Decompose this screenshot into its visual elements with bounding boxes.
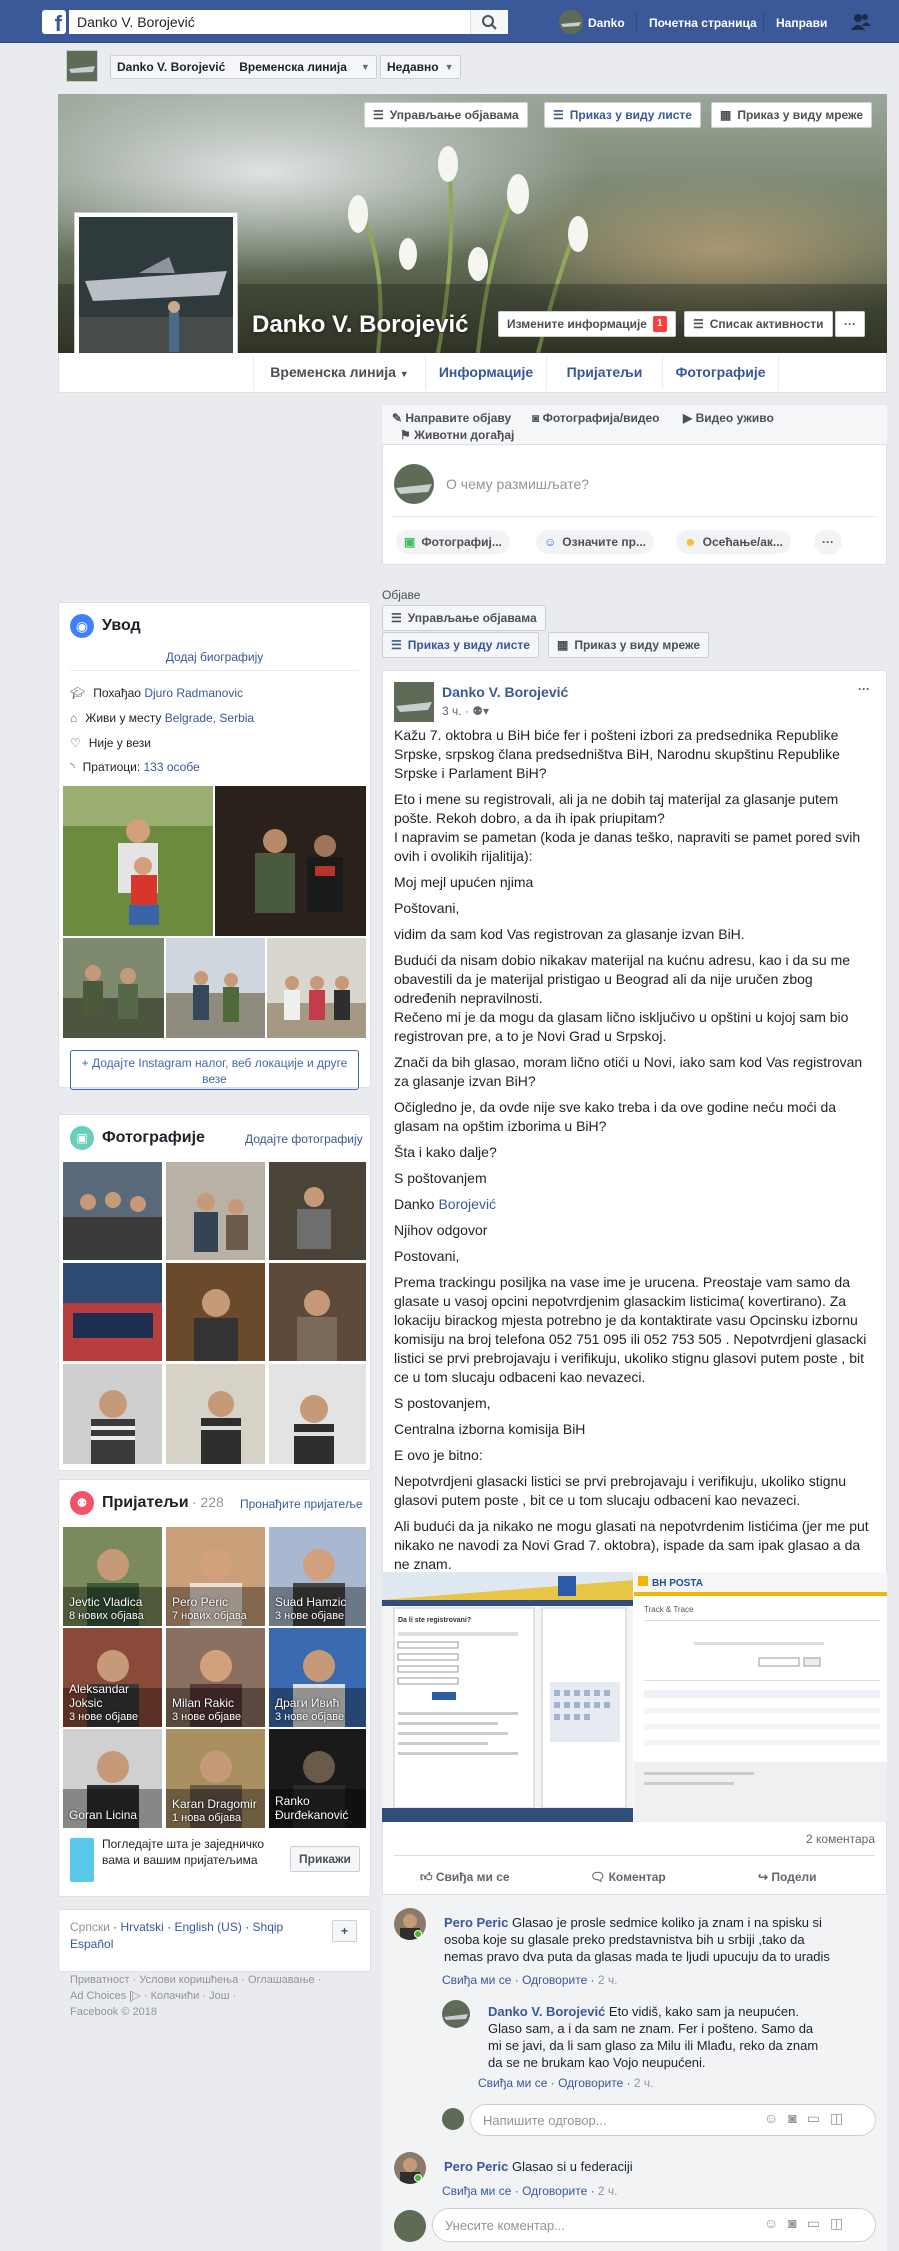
photo-thumbnail[interactable] — [166, 1263, 265, 1361]
post-paragraph: Kažu 7. oktobra u BiH biće fer i pošteni izbori za predsednika Republike Srpske, srpskog člana predsedništva BiH, Narodnu skupštinu Republike Srpske i Parlament BiH? — [394, 727, 840, 781]
input-tools — [764, 2110, 843, 2127]
post-menu-button[interactable]: ··· — [858, 682, 870, 696]
photo-thumbnail[interactable] — [269, 1162, 366, 1260]
post-paragraph: Prema trackingu posiljka na vase ime je urucena. Preostaje vam samo da glasate u vasoj opcini nepotvrdjenim glasackim listicima( kovertirano). Za lokaciju birackog mjesta potrebno je da kontaktirate vasu Opcinsku izbornu komisiju na broj telefona 052 751 095 ili 052 753 505 . Nepotvrdjeni glasacki listici se prvi prebrojavaju i verifikuju, ukoliko stignu glasovi putem poste , bit ce u tom slucaju odbaceni kao nevazeci. — [394, 1274, 867, 1385]
show-button[interactable]: Прикажи — [290, 1846, 360, 1872]
city-link[interactable]: Belgrade, Serbia — [164, 711, 255, 725]
posts-heading: Објаве — [382, 588, 421, 602]
gif-icon[interactable]: ▭ — [806, 2215, 820, 2231]
divider — [70, 670, 359, 671]
comment-author-link[interactable]: Pero Peric — [444, 2159, 509, 2174]
post-paragraph: Danko — [394, 1196, 435, 1212]
post-paragraph: Budući da nisam dobio nikakav materijal na kućnu adresu, kao i da su me obavestili da je materijal pristigao u Beograd ali da nije uručen zbog određenih nepravilnosti. Rečeno mi je da mogu da glasam lično isključivo u opštini u kojoj sam bio registrovan pre, a to je Novi Grad u Srpskoj. — [394, 952, 851, 1044]
comment-text: Glasao si u federaciji — [511, 2159, 633, 2174]
post-time: 3 ч. — [442, 704, 462, 718]
divider — [778, 356, 779, 390]
intro-location — [70, 711, 254, 725]
photo-video-tab[interactable] — [532, 411, 660, 425]
post-image-registration[interactable] — [382, 1572, 634, 1822]
photo-thumbnail[interactable] — [63, 1162, 162, 1260]
comment-like-link[interactable]: Свиђа ми се — [442, 2184, 512, 2198]
comment-author-link[interactable]: Danko V. Borojević — [488, 2004, 606, 2019]
share-label: Подели — [771, 1870, 817, 1884]
grid-icon: ▦ — [720, 108, 732, 122]
list-icon: ☰ — [391, 638, 402, 652]
sticker-icon[interactable]: ◫ — [830, 2110, 844, 2126]
timeline-dropdown[interactable]: Временска линија — [239, 60, 347, 74]
camera-icon[interactable]: ◙ — [788, 2215, 797, 2231]
edit-info-button[interactable] — [498, 311, 676, 337]
post-paragraph: Centralna izborna komisija BiH — [394, 1421, 586, 1437]
comment-actions: Свиђа ми се · Одговорите · 2 ч. — [442, 2184, 618, 2198]
friends-icon: ⚉ — [70, 1491, 94, 1515]
comment-author-link[interactable]: Pero Peric — [444, 1915, 509, 1930]
profile-name-label: Danko V. Borojević — [117, 60, 226, 74]
language-list: Српски · Hrvatski · English (US) · Shqip Español — [70, 1920, 284, 1951]
thumbs-up-icon: 👍︎ — [420, 1870, 433, 1884]
comment-reply-link[interactable]: Одговорите — [522, 2184, 588, 2198]
photo-button-label: Фотографиј... — [421, 535, 502, 549]
photo-thumbnail[interactable] — [269, 1364, 366, 1464]
comment-like-link[interactable]: Свиђа ми се — [442, 1973, 512, 1987]
post-paragraph: S postovanjem, — [394, 1395, 491, 1411]
more-icon: ··· — [822, 535, 834, 549]
live-video-label: Видео уживо — [695, 411, 774, 425]
chevron-down-icon: ▼ — [444, 62, 454, 72]
more-label: ··· — [844, 317, 856, 331]
post-paragraph: Očigledno je, da ovde nije sve kako treba i da ove godine neću moći da glasam na opštim izborima u BiH? — [394, 1099, 837, 1134]
search-icon — [471, 10, 509, 34]
friend-tile[interactable] — [269, 1527, 366, 1626]
facebook-logo-icon[interactable]: f — [42, 10, 66, 34]
photo-thumbnail[interactable] — [269, 1263, 366, 1361]
manage-posts-button[interactable] — [364, 102, 528, 128]
life-event-tab[interactable] — [400, 428, 514, 442]
post-paragraph: Eto i mene su registrovali, ali ja ne dobih taj materijal za glasanje putem pošte. Rekoh dobro, a da ih ipak priupitam? I napravim se pametan (koda je danas teško, napraviti se pamet pored svih ovih i ovolikih rijalitija): — [394, 791, 861, 864]
tab-about[interactable]: Информације — [438, 364, 534, 380]
tab-timeline-label: Временска линија — [270, 364, 396, 380]
friend-name[interactable]: Pero Peric — [172, 1595, 229, 1609]
post-author-link[interactable]: Danko V. Borojević — [442, 684, 569, 700]
friends-title: Пријатељи — [102, 1494, 189, 1511]
footer-links[interactable]: Приватност · Услови коришћења · Оглашавање · — [70, 1974, 322, 1986]
avatar[interactable] — [559, 10, 583, 34]
language-link[interactable]: Español — [70, 1937, 114, 1951]
rss-icon: ◝ — [70, 760, 75, 774]
post-paragraph: Ali budući da ja nikako ne mogu glasati na nepotvrdenim listićima (jer me put nikako ne navodi za Novi Grad 7. oktobra), ispade da sam ipak glasao a da ne znam. — [394, 1518, 869, 1572]
globe-icon: ◉ — [70, 614, 94, 638]
friend-name[interactable]: Goran Licina — [69, 1808, 138, 1822]
friend-tile[interactable] — [269, 1729, 366, 1828]
manage-posts-button[interactable] — [382, 605, 546, 631]
friends-heading — [102, 1494, 224, 1512]
friend-new-posts: 3 нове објаве — [172, 1711, 242, 1723]
school-link[interactable]: Djuro Radmanovic — [144, 686, 244, 700]
friend-name[interactable]: Milan Rakic — [172, 1696, 235, 1710]
post-paragraph: Šta i kako dalje? — [394, 1144, 497, 1160]
filter-icon: ☰ — [373, 108, 384, 122]
feeling-activity-button[interactable] — [676, 530, 791, 554]
photo-video-button[interactable] — [396, 530, 510, 554]
followers-link[interactable]: 133 особе — [143, 760, 200, 774]
recent-label: Недавно — [387, 60, 439, 74]
post-text — [394, 726, 875, 1607]
post-paragraph: Njihov odgovor — [394, 1222, 488, 1238]
tag-person-icon: ☺ — [544, 535, 557, 549]
more-button[interactable] — [835, 311, 865, 337]
comments-count-link[interactable]: 2 коментара — [806, 1832, 875, 1846]
divider — [636, 13, 637, 31]
followers-label: Пратиоци: — [82, 760, 141, 774]
friend-name[interactable]: Aleksandar Joksic — [69, 1682, 130, 1710]
activity-log-button[interactable] — [684, 311, 833, 337]
avatar[interactable] — [442, 2108, 464, 2130]
image-brand: BH POSTA — [652, 1578, 703, 1589]
friend-new-posts: 1 нова објава — [172, 1812, 242, 1824]
online-status-icon — [414, 1930, 422, 1938]
comment-text: Glasao je prosle sedmice koliko ja znam i na spisku si osoba koje su glasale preko predstavnistva bih u srbiji ,tako da nemas pravo dva puta da glasas mada te ljudi upucuju da to uradis — [444, 1915, 830, 1964]
list-view-label: Приказ у виду листе — [407, 638, 530, 652]
profile-thumbnail[interactable] — [66, 50, 98, 82]
list-view-button[interactable] — [382, 632, 539, 658]
friend-tile[interactable] — [63, 1729, 162, 1828]
friends-count: · 228 — [191, 1494, 224, 1510]
photo-icon: ▣ — [404, 535, 416, 549]
input-tools — [764, 2215, 843, 2232]
photo-thumbnail[interactable] — [63, 1364, 162, 1464]
post-paragraph: E ovo je bitno: — [394, 1447, 483, 1463]
feeling-button-label: Осећање/ак... — [702, 535, 783, 549]
friend-new-posts: 3 нове објаве — [69, 1711, 139, 1723]
edit-info-label: Измените информације — [507, 317, 647, 331]
post-paragraph: Nepotvrdjeni glasacki listici se prvi prebrojavaju i verifikuju, ukoliko stignu glasovi putem poste , bit ce u tom slucaju odbaceni kao nevazeci. — [394, 1473, 847, 1508]
manage-posts-label: Управљање објавама — [407, 611, 537, 625]
find-friends-link[interactable]: Пронађите пријатеље — [240, 1497, 363, 1511]
comment-button[interactable] — [590, 1870, 666, 1884]
mutual-promo-text: Погледајте шта је заједничко вама и вашим пријатељима — [102, 1837, 265, 1867]
notification-badge: 1 — [653, 316, 667, 332]
comment-bubble — [432, 1907, 852, 1972]
divider — [392, 516, 877, 517]
comment-time: 2 ч. — [597, 2184, 618, 2198]
create-link[interactable]: Направи — [776, 16, 828, 30]
photo-thumbnail[interactable] — [166, 1364, 265, 1464]
photos-title: Фотографије — [102, 1129, 205, 1146]
activity-log-label: Списак активности — [709, 317, 824, 331]
friend-tile[interactable] — [63, 1527, 162, 1626]
like-button[interactable] — [420, 1870, 510, 1885]
gif-icon[interactable]: ▭ — [806, 2110, 820, 2126]
friend-tile[interactable] — [166, 1729, 265, 1828]
friend-name[interactable]: Jevtic Vladica — [69, 1595, 143, 1609]
featured-photo[interactable] — [215, 786, 366, 936]
filter-icon: ☰ — [391, 611, 402, 625]
featured-photo[interactable] — [63, 786, 213, 936]
share-icon: ↪ — [758, 1870, 769, 1884]
emoji-icon[interactable]: ☺ — [764, 2110, 779, 2126]
footer — [70, 1972, 370, 2020]
photo-thumbnail[interactable] — [166, 1162, 265, 1260]
friend-tile[interactable] — [166, 1527, 265, 1626]
post-paragraph: vidim da sam kod Vas registrovan za glasanje izvan BiH. — [394, 926, 745, 942]
language-link[interactable]: Shqip — [252, 1920, 284, 1934]
profile-picture[interactable] — [74, 212, 238, 376]
post-paragraph: Moj mejl upućen njima — [394, 874, 534, 890]
signature-link[interactable]: Borojević — [438, 1196, 497, 1212]
comment-label: Коментар — [608, 1870, 666, 1884]
friend-name[interactable]: Драги Ивић — [275, 1696, 340, 1710]
mutual-friends-icon — [70, 1838, 94, 1882]
signature-line — [394, 1195, 875, 1214]
avatar[interactable] — [394, 2210, 426, 2242]
comment-bubble — [432, 2151, 645, 2182]
divider — [763, 13, 764, 31]
add-instagram-button[interactable]: + Додајте Instagram налог, веб локације и друге везе — [70, 1050, 359, 1090]
list-icon: ☰ — [553, 108, 564, 122]
tab-friends[interactable]: Пријатељи — [566, 364, 643, 380]
post-paragraph: Znači da bih glasao, moram lično otići u Novi, iako sam kod Vas registrovan za glasanje izvan BiH? — [394, 1054, 863, 1089]
share-button[interactable] — [758, 1870, 817, 1884]
divider — [394, 1855, 875, 1856]
online-status-icon — [414, 2174, 422, 2182]
photo-video-label: Фотографија/видео — [542, 411, 660, 425]
comment-like-link[interactable]: Свиђа ми се — [478, 2076, 548, 2090]
audience-icon: ⚉▾ — [472, 704, 490, 718]
smiley-icon: ☻ — [684, 535, 697, 549]
heart-icon: ♡ — [70, 736, 81, 750]
list-view-label: Приказ у виду листе — [569, 108, 692, 122]
grid-view-button[interactable] — [548, 632, 709, 658]
comment-reply-link[interactable]: Одговорите — [522, 1973, 588, 1987]
add-bio-link[interactable]: Додај биографију — [165, 650, 264, 664]
photos-icon: ▣ — [70, 1126, 94, 1150]
comment-icon: 🗨︎ — [590, 1870, 606, 1884]
create-post-label: Направите објаву — [405, 411, 512, 425]
more-options-button[interactable] — [814, 530, 842, 554]
tab-timeline[interactable] — [254, 356, 425, 388]
manage-posts-label: Управљање објавама — [389, 108, 519, 122]
post-paragraph: S poštovanjem — [394, 1170, 487, 1186]
image-caption: Da li ste registrovani? — [398, 1617, 472, 1624]
list-icon: ☰ — [693, 317, 704, 331]
reply-input[interactable]: Напишите одговор... — [470, 2104, 876, 2136]
camera-icon[interactable]: ◙ — [788, 2110, 797, 2126]
comment-time: 2 ч. — [597, 1973, 618, 1987]
graduation-cap-icon: 🎓︎ — [70, 686, 86, 700]
tag-button-label: Означите пр... — [562, 535, 646, 549]
relationship-label: Није у вези — [88, 736, 151, 750]
intro-followers — [70, 760, 200, 774]
comment-time: 2 ч. — [633, 2076, 654, 2090]
add-photo-link[interactable]: Додајте фотографију — [245, 1132, 363, 1146]
profile-name: Danko V. Borojević — [252, 311, 469, 338]
intro-education — [70, 686, 243, 700]
timeline-switcher[interactable] — [110, 55, 377, 79]
grid-view-label: Приказ у виду мреже — [574, 638, 701, 652]
home-icon: ⌂ — [70, 711, 78, 725]
friend-requests-icon[interactable] — [850, 12, 872, 35]
intro-title: Увод — [102, 617, 141, 634]
list-view-button[interactable] — [544, 102, 701, 128]
chevron-down-icon: ▼ — [399, 369, 409, 379]
life-event-label: Животни догађај — [414, 428, 515, 442]
emoji-icon[interactable]: ☺ — [764, 2215, 779, 2231]
post-paragraph: Postovani, — [394, 1248, 460, 1264]
search-input[interactable]: Danko V. Borojević — [69, 10, 508, 34]
image-caption: Track & Trace — [644, 1605, 694, 1614]
comment-actions: Свиђа ми се · Одговорите · 2 ч. — [478, 2076, 654, 2090]
chevron-down-icon: ▼ — [360, 62, 370, 72]
grid-icon: ▦ — [557, 638, 569, 652]
search-button[interactable] — [470, 10, 508, 34]
avatar[interactable] — [442, 2000, 470, 2028]
grid-view-label: Приказ у виду мреже — [737, 108, 864, 122]
featured-photo[interactable] — [166, 938, 265, 1038]
avatar[interactable] — [394, 464, 434, 504]
comment-actions: Свиђа ми се · Одговорите · 2 ч. — [442, 1973, 618, 1987]
grid-view-button[interactable] — [711, 102, 872, 128]
comment-text: Eto vidiš, kako sam ja neupućen. Glaso sam, a i da sam ne znam. Fer i pošteno. Samo da mi se javi, da li sam glaso za Milu ili Mlađu, reko da znam da se ne brukam kao Vojo neupućeni. — [488, 2004, 819, 2070]
friend-new-posts: 8 нових објава — [69, 1610, 144, 1622]
comment-reply-link[interactable]: Одговорите — [558, 2076, 624, 2090]
add-language-button[interactable]: + — [332, 1920, 357, 1942]
language-link[interactable]: English (US) — [174, 1920, 242, 1934]
footer-links[interactable]: Ad Choices [▷ · Колачићи · Још · — [70, 1990, 237, 2002]
home-link[interactable]: Почетна страница — [649, 16, 757, 30]
flag-icon: ⚑ — [400, 428, 411, 442]
profile-link[interactable]: Danko — [588, 16, 625, 30]
like-label: Свиђа ми се — [435, 1870, 510, 1884]
friend-new-posts: 7 нових објава — [172, 1610, 247, 1622]
reply-bubble — [476, 1996, 836, 2078]
friend-name[interactable]: Karan Dragomir — [172, 1797, 257, 1811]
tab-photos[interactable]: Фотографије — [675, 364, 766, 380]
lives-label: Живи у месту — [85, 711, 162, 725]
video-icon: ▶ — [683, 411, 693, 425]
recent-dropdown[interactable] — [380, 55, 461, 79]
friend-new-posts: 3 нове објаве — [275, 1610, 345, 1622]
camera-icon: ◙ — [532, 411, 540, 425]
language-link[interactable]: Hrvatski — [120, 1920, 164, 1934]
avatar[interactable] — [394, 682, 434, 722]
friend-name[interactable]: Ranko Đurđekanović — [275, 1794, 349, 1822]
live-video-tab[interactable] — [683, 411, 774, 425]
create-post-tab[interactable]: ✎ Направите објаву — [392, 411, 512, 425]
friend-tile[interactable] — [63, 1628, 162, 1727]
comment-input[interactable]: Унесите коментар... — [432, 2208, 876, 2242]
composer-input[interactable]: О чему размишљате? — [446, 476, 590, 492]
friend-new-posts: 3 нове објаве — [275, 1711, 345, 1723]
friend-tile[interactable] — [269, 1628, 366, 1727]
copyright: Facebook © 2018 — [70, 2006, 157, 2018]
featured-photo[interactable] — [63, 938, 164, 1038]
post-image-tracking[interactable] — [634, 1572, 887, 1822]
featured-photo[interactable] — [267, 938, 366, 1038]
tag-friends-button[interactable] — [536, 530, 654, 554]
intro-relationship — [70, 736, 151, 750]
friend-tile[interactable] — [166, 1628, 265, 1727]
post-timestamp[interactable]: 3 ч. · ⚉▾ — [442, 704, 490, 718]
sticker-icon[interactable]: ◫ — [830, 2215, 844, 2231]
friend-name[interactable]: Suad Hamzic — [275, 1595, 347, 1609]
post-paragraph: Poštovani, — [394, 900, 460, 916]
photo-thumbnail[interactable] — [63, 1263, 162, 1361]
current-language: Српски — [70, 1920, 110, 1934]
studied-label: Похађао — [93, 686, 141, 700]
